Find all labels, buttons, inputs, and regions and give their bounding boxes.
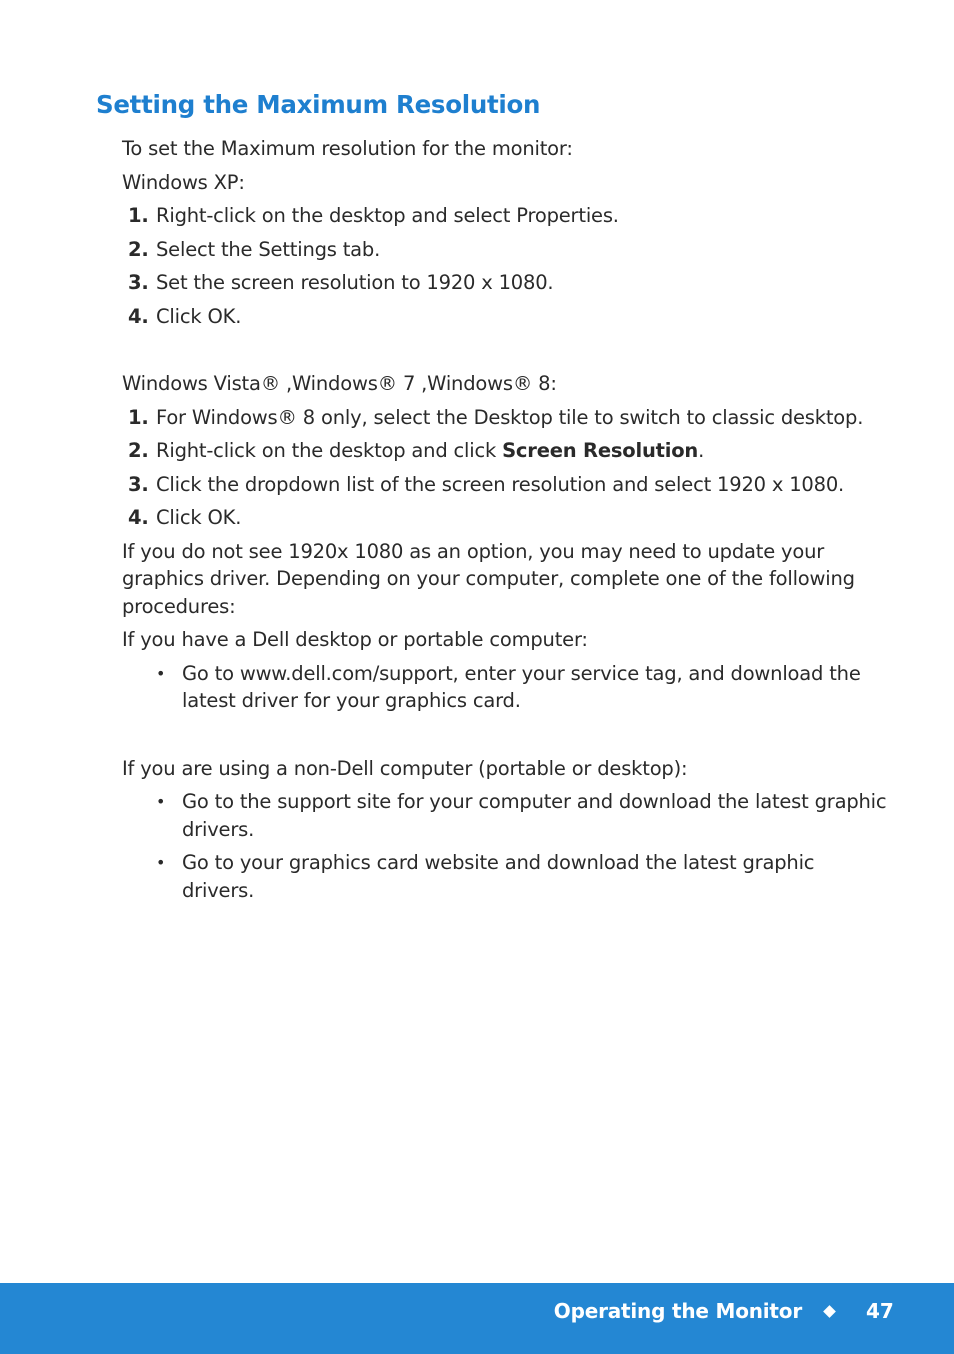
spacer — [122, 721, 892, 755]
step-number: 2. — [128, 237, 149, 261]
footer-section-title: Operating the Monitor — [553, 1299, 802, 1323]
xp-steps-list — [122, 202, 892, 330]
list-item — [122, 303, 892, 331]
list-item — [122, 437, 892, 465]
bullet-icon: • — [156, 792, 166, 811]
step-number: 1. — [128, 405, 149, 429]
step-text: Select the Settings tab. — [156, 237, 381, 261]
step-number: 1. — [128, 204, 149, 227]
list-item — [122, 504, 892, 532]
step-number: 4. — [128, 304, 149, 328]
step-text: Right-click on the desktop and select Properties. — [156, 204, 619, 227]
step-number: 3. — [128, 271, 149, 294]
spacer — [122, 336, 892, 370]
list-item — [122, 202, 892, 230]
section-heading: Setting the Maximum Resolution — [96, 90, 541, 119]
step-number: 4. — [128, 506, 149, 529]
list-item — [122, 788, 892, 843]
dell-label: If you have a Dell desktop or portable computer: — [122, 628, 588, 651]
page-number: 47 — [866, 1299, 894, 1323]
step-text-end: . — [698, 439, 705, 462]
bullet-text: Go to the support site for your computer and download the latest graphic drivers. — [182, 790, 887, 841]
list-item — [122, 849, 892, 904]
driver-note: If you do not see 1920x 1080 as an option, you may need to update your graphics driver. Depending on your computer, complete one of the following procedures: — [122, 539, 855, 618]
page-content — [122, 135, 892, 910]
step-text: Right-click on the desktop and click — [156, 439, 503, 462]
vista-label: Windows Vista® ,Windows® 7 ,Windows® 8: — [122, 372, 557, 395]
list-item — [122, 236, 892, 264]
diamond-icon — [823, 1305, 836, 1318]
footer-bar — [0, 1283, 954, 1354]
non-dell-label: If you are using a non-Dell computer (portable or desktop): — [122, 756, 688, 780]
bullet-text: Go to www.dell.com/support, enter your service tag, and download the latest driver for your graphics card. — [182, 661, 861, 712]
screen-resolution-term: Screen Resolution — [502, 439, 699, 462]
step-text: Set the screen resolution to 1920 x 1080. — [156, 271, 554, 294]
step-text: For Windows® 8 only, select the Desktop tile to switch to classic desktop. — [156, 405, 864, 429]
list-item — [122, 471, 892, 499]
list-item — [122, 660, 892, 715]
bullet-icon: • — [156, 853, 166, 872]
bullet-icon: • — [156, 663, 166, 683]
list-item — [122, 269, 892, 297]
intro-text: To set the Maximum resolution for the monitor: — [122, 137, 573, 160]
bullet-text: Go to your graphics card website and download the latest graphic drivers. — [182, 851, 815, 902]
vista-steps-list — [122, 404, 892, 532]
step-number: 3. — [128, 472, 149, 496]
dell-bullets — [122, 660, 892, 715]
step-text: Click OK. — [156, 506, 242, 529]
list-item — [122, 404, 892, 432]
step-text: Click the dropdown list of the screen resolution and select 1920 x 1080. — [156, 472, 845, 496]
non-dell-bullets — [122, 788, 892, 904]
step-text: Click OK. — [156, 304, 242, 328]
step-number: 2. — [128, 439, 149, 462]
xp-label: Windows XP: — [122, 170, 245, 194]
